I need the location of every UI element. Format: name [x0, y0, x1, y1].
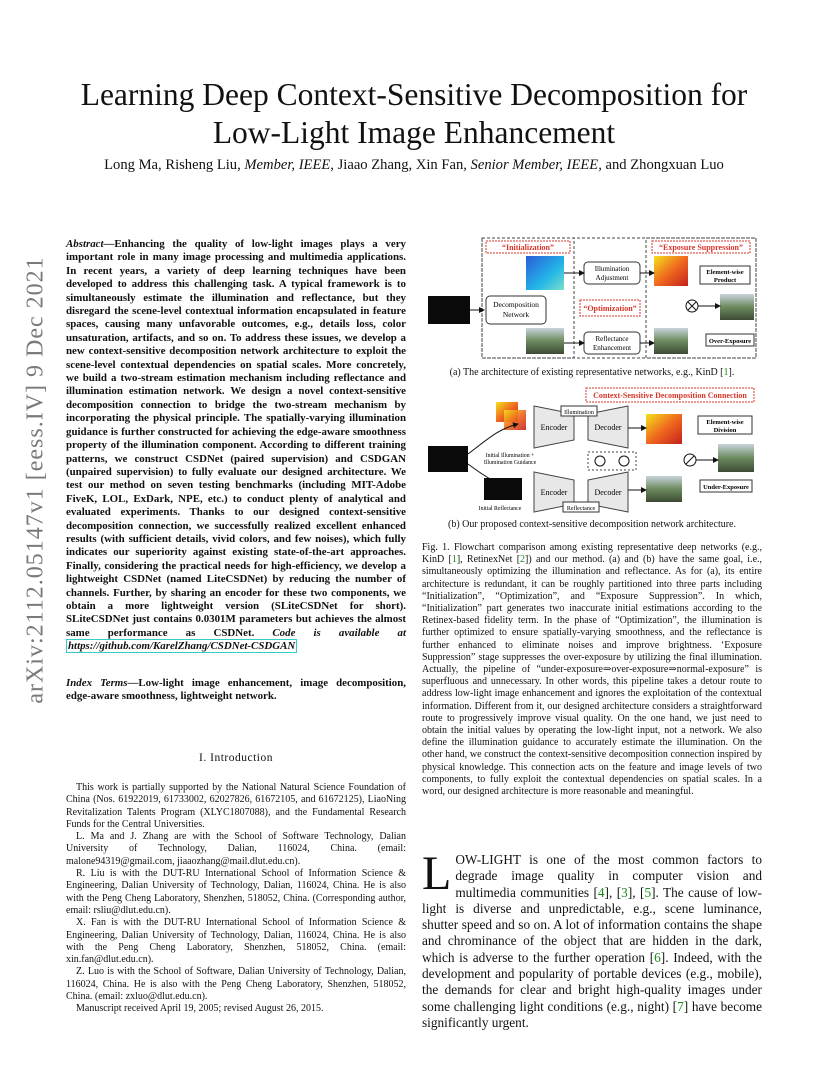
estimated-illumination-map: [646, 414, 682, 444]
init-reflect-image: [484, 478, 522, 500]
footnote: X. Fan is with the DUT-RU International School of Information Science & Engineering, Dalian University of Technology, Dalian, 116024, China. He is also with the Peng Cheng Laboratory, Shenzhen, 518052, China. (email: xin.fan@dlut.edu.cn).: [66, 917, 406, 966]
svg-text:Under-Exposure: Under-Exposure: [703, 484, 749, 491]
author-list: Long Ma, Risheng Liu, Member, IEEE, Jiaao Zhang, Xin Fan, Senior Member, IEEE, and Zhongxuan Luo: [104, 157, 724, 173]
svg-text:Reflectance: Reflectance: [595, 335, 629, 343]
svg-text:Division: Division: [713, 427, 737, 434]
svg-text:Over-Exposure: Over-Exposure: [708, 338, 752, 345]
abstract: Abstract—Enhancing the quality of low-light images plays a very important role in many image processing and multimedia applications. In recent years, a variety of deep learning techniques have been developed to address this challenging task. A typical framework is to simultaneously estimate the illumination and reflectance, but they disregard the scene-level contextual information encapsulated in feature spaces, causing many unfavorable outcomes, e.g., details loss, color unsaturation, artifacts, and so on. To address these issues, we develop a new context-sensitive decomposition network architecture to exploit the scene-level contextual dependencies on spatial scales. More concretely, we build a two-stream estimation mechanism including reflectance and illumination estimation network. We design a novel context-sensitive decomposition connection to bridge the two-stream mechanism by incorporating the physical principle. The spatially-varying illumination guidance is further constructed for achieving the edge-aware smoothness property of the illumination component. According to different training patterns, we construct CSDNet (paired supervision) and CSDGAN (unpaired supervision) to fully evaluate our designed architecture. We test our method on seven testing benchmarks (including MIT-Adobe FiveK, LOL, ExDark, NPE, etc.) to conduct plenty of analytical and evaluated experiments. Thanks to our designed context-sensitive decomposition connection, we successfully realized excellent enhanced results (with sufficient details, vivid colors, and few noises), which fully indicates our superiority against existing state-of-the-art approaches. Finally, considering the practical needs for high-efficiency, we develop a lightweight CSDNet (named LiteCSDNet) by reducing the number of channels. Further, by sharing an encoder for these two components, we obtain a more lightweight version (SLiteCSDNet for short). SLiteCSDNet just contains 0.0301M parameters but achieves the almost same performance as CSDNet. Code is available at https://github.com/KarelZhang/CSDNet-CSDGAN: [66, 238, 406, 653]
svg-text:Decomposition: Decomposition: [493, 300, 539, 309]
svg-text:Illumination: Illumination: [594, 265, 630, 273]
footnote: Manuscript received April 19, 2005; revised August 26, 2015.: [76, 1003, 324, 1015]
introduction-text: LOW-LIGHT is one of the most common factors to degrade image quality in computer vision and multimedia communities [4], [3], [5]. The cause of low-light is diverse and unpredictable, e.g., scene luminance, shutter speed and so on. A lot of information contains the shape and chrominance of the object that are hidden in the dark, which is adverse to the further operation [6]. Indeed, with the development and popularity of portable devices (e.g., mobile), the demands for clear and bright high-quality images under some challenging light conditions (e.g., night) [7] have become significantly urgent.: [422, 847, 762, 1030]
title-line-2: Low-Light Image Enhancement: [212, 115, 616, 150]
svg-text:Element-wise: Element-wise: [706, 269, 744, 276]
svg-text:Initial Illumination +: Initial Illumination +: [485, 453, 535, 459]
output-image: [718, 444, 754, 472]
low-light-input-image: [428, 446, 468, 472]
arxiv-watermark: arXiv:2112.05147v1 [eess.IV] 9 Dec 2021: [22, 256, 49, 704]
figure-1-caption: Fig. 1. Flowchart comparison among existing representative deep networks (e.g., KinD [1], RetinexNet [2]) and our method. (a) and (b) have the same goal, i.e., simultaneously optimizing the illumination and reflectance. As for (a), its entire architecture is redundant, it can be roughly partitioned into three parts including “Initialization”, “Optimization”, and “Exposure Suppression”. In which, “Initialization” part generates two inaccurate initial estimations according to the Retinex-based fidelity term. In the phase of “Optimization”, the illumination is further optimized to ensure spatially-varying smoothness, and the reflectance is further enhanced to eliminate noises and improve brightness. ‘Exposure Suppression” stage suppresses the over-exposure by utilizing the final illumination. Actually, the pipeline of “under-exposure⇒over-exposure⇒normal-exposure” is superfluous and unnecessary. In other words, this pipeline takes a detour route to address low-light image enhancement and ignores the exploitation of the contextual information. Different from it, our designed architecture considers a straightforward route to progressively improve visual quality. On the one hand, we just need to obtain the initial values by operating the low-light input, not a network. We also define the illumination guidance to accurately estimate the illumination. On the other hand, we construct the context-sensitive decomposition connection inspired by physical knowledge. This connection acts on the feature and image levels of two components, to fully exploit the contextual dependencies on spatial scales. In a word, our designed architecture is more reasonable and meaningful.: [422, 542, 763, 798]
estimated-reflectance-map: [646, 476, 682, 502]
figure-1b-caption: (b) Our proposed context-sensitive decomposition network architecture.: [448, 519, 736, 530]
index-terms: Index Terms—Low-light image enhancement, image decomposition, edge-aware smoothness, lightweight network.: [66, 677, 406, 703]
code-link[interactable]: https://github.com/KarelZhang/CSDNet-CSDGAN: [68, 640, 296, 653]
low-light-input-image: [428, 296, 470, 324]
abstract-label: Abstract: [66, 238, 104, 250]
svg-text:Enhancement: Enhancement: [592, 344, 632, 352]
exposure-label: “Exposure Suppression”: [659, 243, 743, 252]
svg-text:Illumination: Illumination: [564, 410, 594, 416]
figure-1b-diagram: [428, 384, 758, 516]
svg-text:Encoder: Encoder: [540, 423, 568, 432]
footnote: This work is partially supported by the National Natural Science Foundation of China (Nos. 61922019, 61733002, 62027826, 61672105, and 61672125), LiaoNing Revitalization Talents Program (XLYC1807088), and the Fundamental Research Funds for the Central Universities.: [66, 782, 406, 830]
adjusted-illumination-map: [654, 256, 688, 286]
svg-text:Illumination Guidance: Illumination Guidance: [483, 460, 537, 466]
abstract-text: —Enhancing the quality of low-light images plays a very important role in many image processing and multimedia applications. In recent years, a variety of deep learning techniques have been developed to address this challenging task. A typical framework is to simultaneously estimate the illumination and reflectance, but they disregard the scene-level contextual information encapsulated in feature spaces, causing many unfavorable outcomes, e.g., details loss, color unsaturation, artifacts, and so on. To address these issues, we develop a new context-sensitive decomposition network architecture to exploit the scene-level contextual dependencies on spatial scales. More concretely, we build a two-stream estimation mechanism including reflectance and illumination estimation network. We design a novel context-sensitive decomposition connection to bridge the two-stream mechanism by incorporating the physical principle. The spatially-varying illumination guidance is further constructed for achieving the edge-aware smoothness property of the illumination component. According to different training patterns, we construct CSDNet (paired supervision) and CSDGAN (unpaired supervision) to fully evaluate our designed architecture. We test our method on seven testing benchmarks (including MIT-Adobe FiveK, LOL, ExDark, NPE, etc.) to conduct plenty of analytical and evaluated experiments. Thanks to our designed context-sensitive decomposition connection, we successfully realized excellent enhanced results (with sufficient details, vivid colors, and few noises), which fully indicates our superiority against existing state-of-the-art approaches. Finally, considering the practical needs for high-efficiency, we develop a lightweight CSDNet (named LiteCSDNet) by reducing the number of channels. Further, by sharing an encoder for these two components, we obtain a more lightweight version (SLiteCSDNet for short). SLiteCSDNet just contains 0.0301M parameters but achieves the almost same performance as CSDNet.: [66, 238, 406, 639]
optimization-label: “Optimization”: [583, 304, 637, 313]
csd-connection-label: Context-Sensitive Decomposition Connection: [593, 391, 747, 400]
paper-title: [40, 76, 788, 152]
footnote: R. Liu is with the DUT-RU International School of Information Science & Engineering, Dalian University of Technology, Dalian, 116024, China. He is also with the Peng Cheng Laboratory, Shenzhen, 518052, China. (Corresponding author, email: rsliu@dlut.edu.cn).: [66, 868, 406, 916]
svg-text:Encoder: Encoder: [540, 488, 568, 497]
footnotes: [66, 782, 406, 1016]
svg-text:Decoder: Decoder: [594, 488, 622, 497]
svg-text:Element-wise: Element-wise: [706, 419, 744, 426]
drop-cap: L: [422, 847, 452, 900]
init-illumination-map: [526, 256, 564, 290]
enhanced-reflectance-map: [654, 328, 688, 354]
figure-1a-caption: (a) The architecture of existing representative networks, e.g., KinD [1].: [449, 367, 735, 378]
svg-text:Product: Product: [713, 277, 737, 284]
svg-text:Network: Network: [502, 310, 530, 319]
svg-text:Reflectance: Reflectance: [566, 506, 596, 512]
svg-text:Decoder: Decoder: [594, 423, 622, 432]
title-line-1: Learning Deep Context-Sensitive Decomposition for: [80, 77, 748, 112]
footnote: L. Ma and J. Zhang are with the School of Software Technology, Dalian University of Technology, Dalian, 116024, China. (email: malone94319@gmail.com, jiaaozhang@mail.dlut.edu.cn).: [66, 831, 406, 867]
section-heading: I. Introduction: [199, 752, 273, 764]
figure-1a-diagram: [428, 236, 758, 361]
init-label: “Initialization”: [501, 243, 555, 252]
footnote: Z. Luo is with the School of Software, Dalian University of Technology, Dalian, 116024, China. He is also with the Peng Cheng Laboratory, Shenzhen, 518052, China. (email: zxluo@dlut.edu.cn).: [66, 966, 406, 1003]
svg-text:Initial Reflectance: Initial Reflectance: [478, 506, 522, 512]
svg-text:Adjustment: Adjustment: [595, 274, 629, 282]
init-reflectance-map: [526, 328, 564, 354]
output-image: [720, 294, 754, 320]
